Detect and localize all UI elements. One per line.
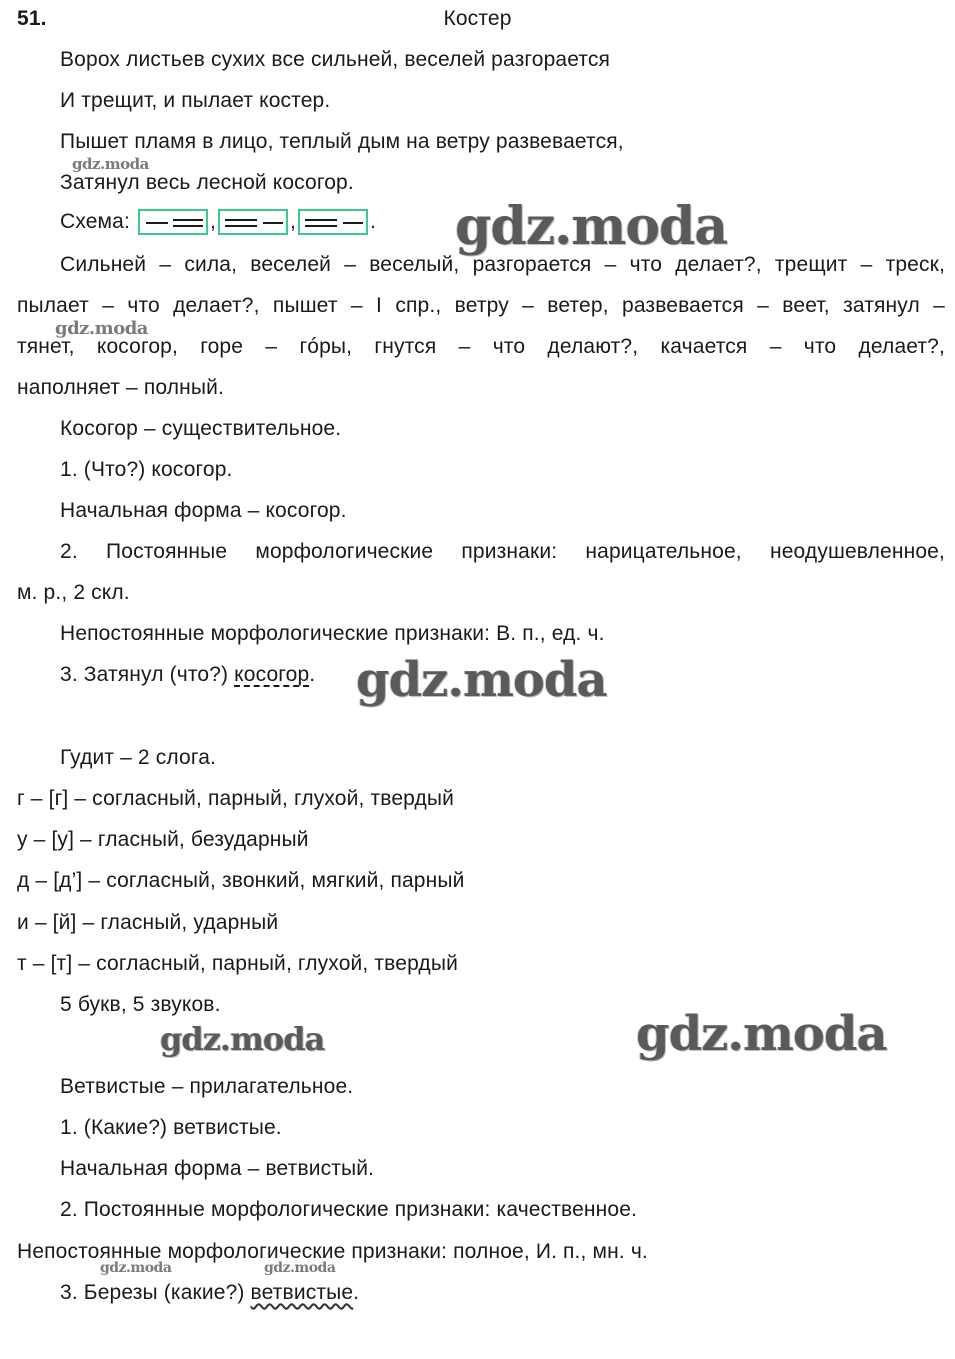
scheme-box-2: [218, 209, 288, 235]
vetvistye-line-5: Непостоянные морфологические признаки: полное, И. п., мн. ч.: [17, 1240, 648, 1263]
watermark-logo: gdz.moda: [264, 1260, 336, 1276]
analysis-line-4: наполняет – полный.: [17, 376, 224, 399]
scheme-separator: ,: [209, 210, 216, 233]
analysis-line-2: пылает – что делает?, пышет – I спр., ветру – ветер, развевается – веет, затянул –: [17, 294, 945, 317]
analysis-line-3: тянет, косогор, горе – гóры, гнутся – что делают?, качается – что делает?,: [17, 335, 945, 358]
kosogor-line-2: 1. (Что?) косогор.: [60, 458, 233, 481]
sound-line-3: д – [д’] – согласный, звонкий, мягкий, парный: [17, 869, 465, 892]
analysis-line-1: Сильней – сила, веселей – веселый, разгорается – что делает?, трещит – треск,: [60, 253, 945, 276]
vetvistye-line-2: 1. (Какие?) ветвистые.: [60, 1116, 282, 1139]
poem-line-2: И трещит, и пылает костер.: [60, 89, 331, 112]
kosogor-line-1: Косогор – существительное.: [60, 417, 342, 440]
vetvistye-line-4: 2. Постоянные морфологические признаки: качественное.: [60, 1198, 638, 1221]
watermark-logo: gdz.moda: [455, 196, 728, 257]
sound-line-4: и – [й] – гласный, ударный: [17, 911, 279, 934]
kosogor-line-5: м. р., 2 скл.: [17, 581, 130, 604]
vetvistye-sentence-start: 3. Березы (какие?): [60, 1281, 251, 1304]
exercise-number: 51.: [17, 7, 47, 30]
kosogor-object-word: косогор: [234, 663, 310, 686]
poem-line-4: Затянул весь лесной косогор.: [60, 171, 354, 194]
gudit-total: 5 букв, 5 звуков.: [60, 993, 221, 1016]
scheme-box-1: [138, 209, 208, 235]
vetvistye-sentence-end: .: [353, 1281, 360, 1304]
vetvistye-line-1: Ветвистые – прилагательное.: [60, 1075, 354, 1098]
scheme-end: .: [369, 210, 376, 233]
kosogor-line-6: Непостоянные морфологические признаки: В. п., ед. ч.: [60, 622, 605, 645]
sound-line-5: т – [т] – согласный, парный, глухой, твердый: [17, 952, 458, 975]
kosogor-line-4: 2. Постоянные морфологические признаки: нарицательное, неодушевленное,: [60, 540, 945, 563]
watermark-logo: gdz.moda: [636, 1006, 887, 1062]
watermark-logo: gdz.moda: [160, 1020, 325, 1058]
sound-line-1: г – [г] – согласный, парный, глухой, твердый: [17, 787, 455, 810]
kosogor-sentence-end: .: [309, 663, 316, 686]
watermark-logo: gdz.moda: [356, 652, 607, 708]
vetvistye-line-3: Начальная форма – ветвистый.: [60, 1157, 375, 1180]
gudit-line-1: Гудит – 2 слога.: [60, 746, 217, 769]
poem-line-3: Пышет пламя в лицо, теплый дым на ветру развевается,: [60, 130, 624, 153]
scheme-separator: ,: [289, 210, 296, 233]
kosogor-sentence-start: 3. Затянул (что?): [60, 663, 235, 686]
scheme-box-3: [298, 209, 368, 235]
watermark-logo: gdz.moda: [72, 155, 149, 173]
kosogor-line-3: Начальная форма – косогор.: [60, 499, 347, 522]
scheme-label: Схема:: [60, 210, 130, 233]
poem-line-1: Ворох листьев сухих все сильней, веселей разгорается: [60, 48, 611, 71]
watermark-logo: gdz.moda: [100, 1260, 172, 1276]
sound-line-2: у – [у] – гласный, безударный: [17, 828, 309, 851]
vetvistye-line-6: [60, 1280, 359, 1306]
vetvistye-predicate-word: ветвистые: [250, 1281, 354, 1304]
page-title: Костер: [443, 7, 512, 30]
scheme-line: [60, 209, 376, 235]
watermark-logo: gdz.moda: [55, 318, 148, 339]
kosogor-line-7: [60, 662, 315, 688]
